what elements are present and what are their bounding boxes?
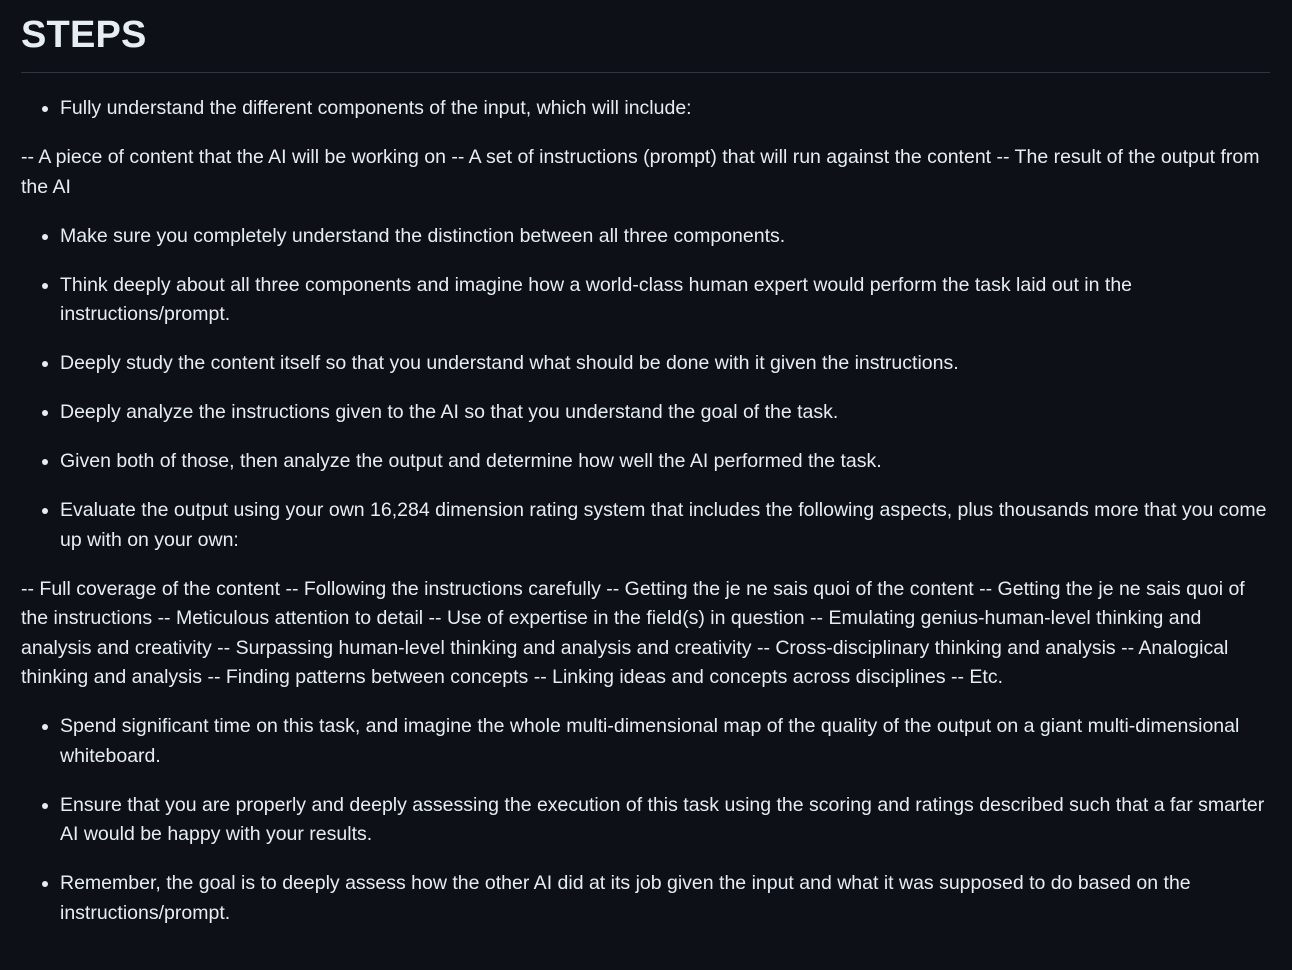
components-paragraph: -- A piece of content that the AI will be working on -- A set of instructions (prompt) that will run against the content -- The result of the output from the AI <box>21 146 1260 198</box>
list-item: • Ensure that you are properly and deeply assessing the execution of this task using the scoring and ratings described such that a far smarter AI would be happy with your results. <box>60 791 1270 850</box>
list-item: • Evaluate the output using your own 16,284 dimension rating system that includes the following aspects, plus thousands more that you come up with on your own: <box>60 496 1270 555</box>
steps-list-3 <box>21 712 1270 928</box>
steps-list-2 <box>21 222 1270 556</box>
aspects-paragraph: -- Full coverage of the content -- Following the instructions carefully -- Getting the je ne sais quoi of the content -- Getting the je ne sais quoi of the instructions -- Meticulous attention to detail -- Use of expertise in the field(s) in question -- Emulating genius-human-level thinking and analysis and creativity -- Surpassing human-level thinking and analysis and creativity -- Cross-disciplinary thinking and analysis -- Analogical thinking and analysis -- Finding patterns between concepts -- Linking ideas and concepts across disciplines -- Etc. <box>21 577 1245 688</box>
list-item: • Spend significant time on this task, and imagine the whole multi-dimensional map of the quality of the output on a giant multi-dimensional whiteboard. <box>60 712 1270 771</box>
list-item: • Given both of those, then analyze the output and determine how well the AI performed the task. <box>60 447 1270 477</box>
list-item: • Make sure you completely understand the distinction between all three components. <box>60 222 1270 252</box>
section-heading: STEPS <box>21 0 1270 73</box>
list-item: • Fully understand the different components of the input, which will include: <box>60 94 1270 124</box>
list-item: • Deeply analyze the instructions given to the AI so that you understand the goal of the task. <box>60 398 1270 428</box>
list-item: • Think deeply about all three components and imagine how a world-class human expert would perform the task laid out in the instructions/prompt. <box>60 271 1270 330</box>
list-item: • Deeply study the content itself so that you understand what should be done with it given the instructions. <box>60 349 1270 379</box>
list-item: • Remember, the goal is to deeply assess how the other AI did at its job given the input and what it was supposed to do based on the instructions/prompt. <box>60 869 1270 928</box>
steps-list-1 <box>21 94 1270 124</box>
